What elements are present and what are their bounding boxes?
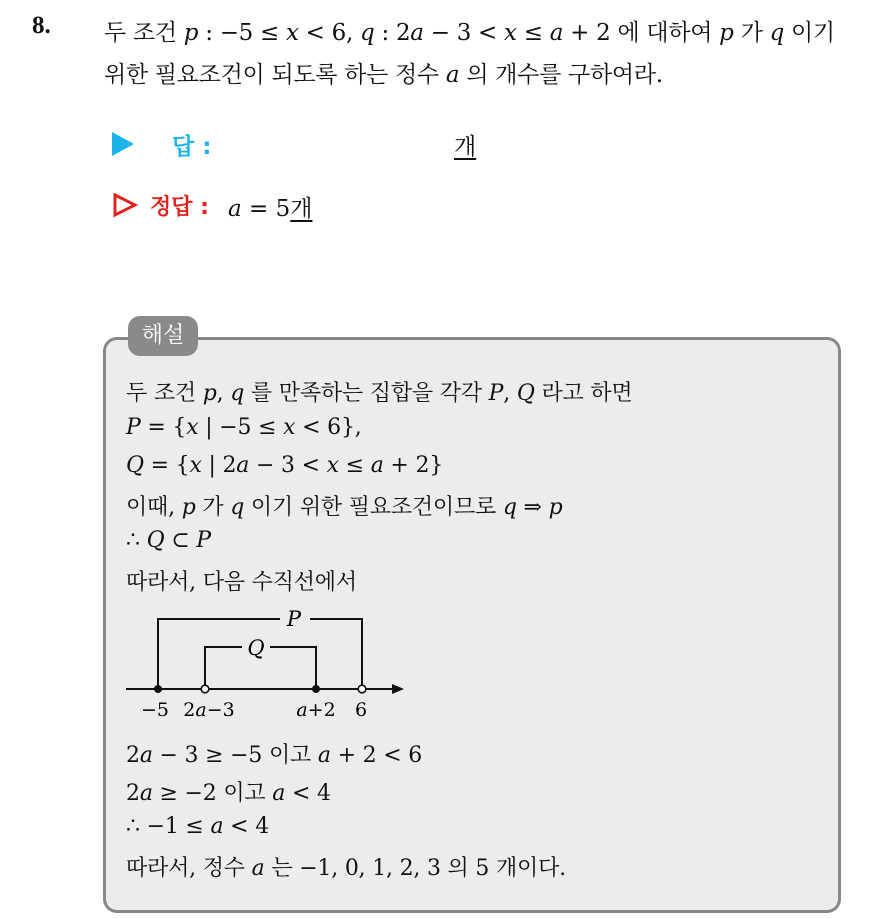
tick-label-minus5: −5 xyxy=(140,699,170,721)
outline-triangle-icon xyxy=(112,192,138,218)
explanation-line-2: P = {x | −5 ≤ x < 6}, xyxy=(126,415,362,440)
play-triangle-icon xyxy=(112,132,134,156)
set-q-bracket-left xyxy=(205,647,242,689)
explanation-line-9: ∴ −1 ≤ a < 4 xyxy=(126,814,269,839)
axis-arrow-icon xyxy=(392,684,404,694)
answer-blank-unit[interactable]: 개 xyxy=(454,134,477,160)
set-p-bracket-right xyxy=(310,619,362,689)
answer-label: 답 : xyxy=(172,134,212,160)
tick-label-a-plus-2: a+2 xyxy=(296,699,336,721)
explanation-tag: 해설 xyxy=(128,316,198,356)
question-number: 8. xyxy=(32,12,51,39)
explanation-line-8: 2a ≥ −2 이고 a < 4 xyxy=(126,781,331,806)
question-text-line-2: 위한 필요조건이 되도록 하는 정수 a 의 개수를 구하여라. xyxy=(104,62,663,88)
correct-answer-label: 정답 : xyxy=(150,195,209,220)
answer-row xyxy=(112,126,592,162)
explanation-line-1: 두 조건 p, q 를 만족하는 집합을 각각 P, Q 라고 하면 xyxy=(126,381,633,406)
explanation-line-7: 2a − 3 ≥ −5 이고 a + 2 < 6 xyxy=(126,743,423,768)
set-p-label: P xyxy=(286,607,302,631)
explanation-line-5: ∴ Q ⊂ P xyxy=(126,528,211,553)
tick-label-2a-3: 2a−3 xyxy=(183,699,235,721)
number-line-diagram xyxy=(120,604,420,722)
set-q-bracket-right xyxy=(270,647,316,689)
explanation-line-3: Q = {x | 2a − 3 < x ≤ a + 2} xyxy=(126,453,444,478)
explanation-line-4: 이때, p 가 q 이기 위한 필요조건이므로 q ⇒ p xyxy=(126,495,563,520)
set-q-label: Q xyxy=(247,636,265,660)
point-a-plus-2-filled xyxy=(312,685,320,693)
correct-answer-value: a = 5개 xyxy=(228,196,313,222)
question-text-line-1: 두 조건 p : −5 ≤ x < 6, q : 2a − 3 < x ≤ a + 2 에 대하여 p 가 q 이기 xyxy=(104,20,835,46)
point-2a-3-open xyxy=(201,685,209,693)
explanation-line-10: 따라서, 정수 a 는 −1, 0, 1, 2, 3 의 5 개이다. xyxy=(126,856,566,881)
explanation-line-6: 따라서, 다음 수직선에서 xyxy=(126,570,357,595)
point-minus5-filled xyxy=(154,685,162,693)
solution-row xyxy=(112,188,592,224)
point-6-open xyxy=(358,685,366,693)
tick-label-6: 6 xyxy=(354,699,368,721)
